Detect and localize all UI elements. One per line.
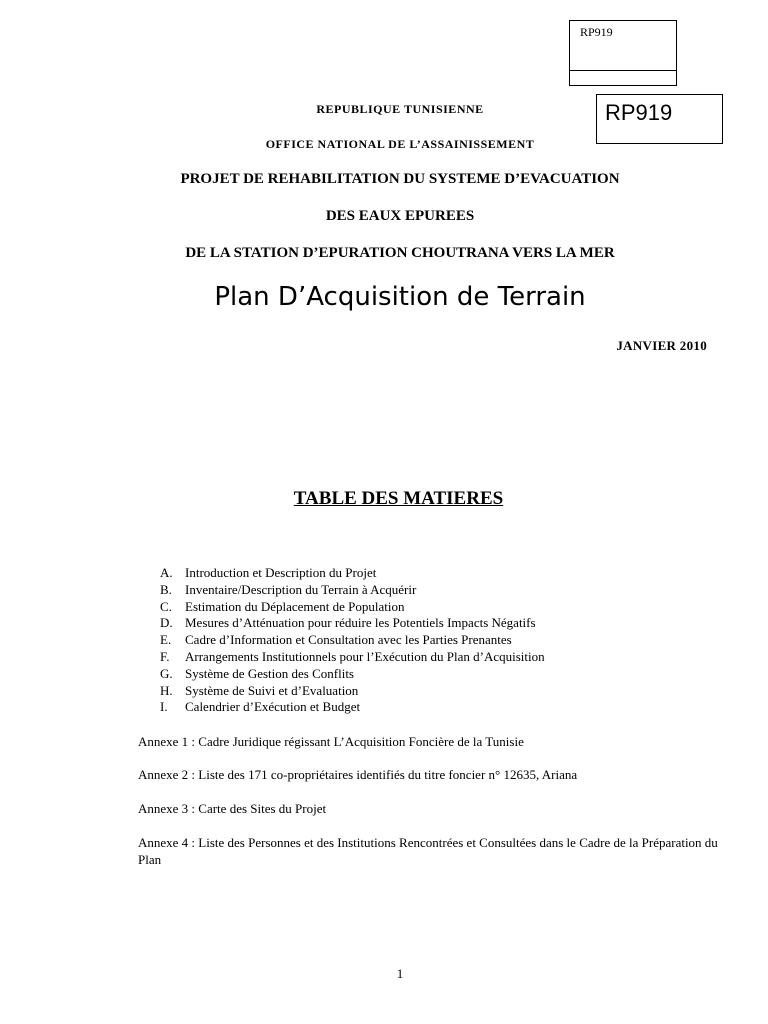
toc-letter: I. [160,699,168,715]
toc-letter: H. [160,682,173,698]
toc-letter: A. [160,565,173,580]
toc-text: Arrangements Institutionnels pour l’Exécution du Plan d’Acquisition [185,648,545,664]
toc-item-f [155,649,545,666]
office-heading: OFFICE NATIONAL DE L’ASSAINISSEMENT [265,137,535,151]
toc-list [155,565,545,716]
toc-text: Cadre d’Information et Consultation avec les Parties Prenantes [185,632,512,648]
reference-code-large: RP919 [605,100,673,125]
toc-item-c [155,599,545,616]
toc-item-e [155,632,545,649]
toc-item-h [155,683,545,700]
toc-text: Système de Gestion des Conflits [185,665,354,681]
annex-2: Annexe 2 : Liste des 171 co-propriétaires identifiés du titre foncier n° 12635, Ariana [138,767,578,782]
toc-letter: G. [160,665,173,681]
toc-letter: C. [160,598,172,614]
toc-text: Inventaire/Description du Terrain à Acquérir [185,581,417,597]
document-title: Plan D’Acquisition de Terrain [214,282,586,312]
toc-text: Calendrier d’Exécution et Budget [185,699,361,715]
annex-1: Annexe 1 : Cadre Juridique régissant L’Acquisition Foncière de la Tunisie [138,734,524,749]
toc-letter: E. [160,632,172,648]
project-title-line-1: PROJET DE REHABILITATION DU SYSTEME D’EVACUATION [180,171,620,187]
document-date: JANVIER 2010 [616,338,707,353]
toc-text: Système de Suivi et d’Evaluation [185,682,359,698]
project-title-line-2: DES EAUX EPUREES [325,208,475,224]
toc-item-i [155,699,545,716]
toc-item-b [155,582,545,599]
toc-text: Mesures d’Atténuation pour réduire les Potentiels Impacts Négatifs [185,615,536,631]
reference-box-divider [570,70,676,71]
toc-item-g [155,666,545,683]
toc-text: Estimation du Déplacement de Population [185,598,405,614]
annex-4: Annexe 4 : Liste des Personnes et des Institutions Rencontrées et Consultées dans le Cadre de la Préparation du Plan [138,835,718,867]
project-title-line-3: DE LA STATION D’EPURATION CHOUTRANA VERS LA MER [185,245,615,261]
annex-3: Annexe 3 : Carte des Sites du Projet [138,801,327,816]
toc-letter: D. [160,615,173,631]
reference-box-small [569,20,677,86]
toc-item-a [155,565,545,582]
toc-heading: TABLE DES MATIERES [293,488,504,509]
toc-text: Introduction et Description du Projet [185,565,377,580]
toc-letter: F. [160,648,170,664]
toc-letter: B. [160,581,172,597]
toc-item-d [155,615,545,632]
reference-code-small: RP919 [580,25,613,39]
page-number: 1 [396,966,404,981]
country-heading: REPUBLIQUE TUNISIENNE [316,102,484,116]
